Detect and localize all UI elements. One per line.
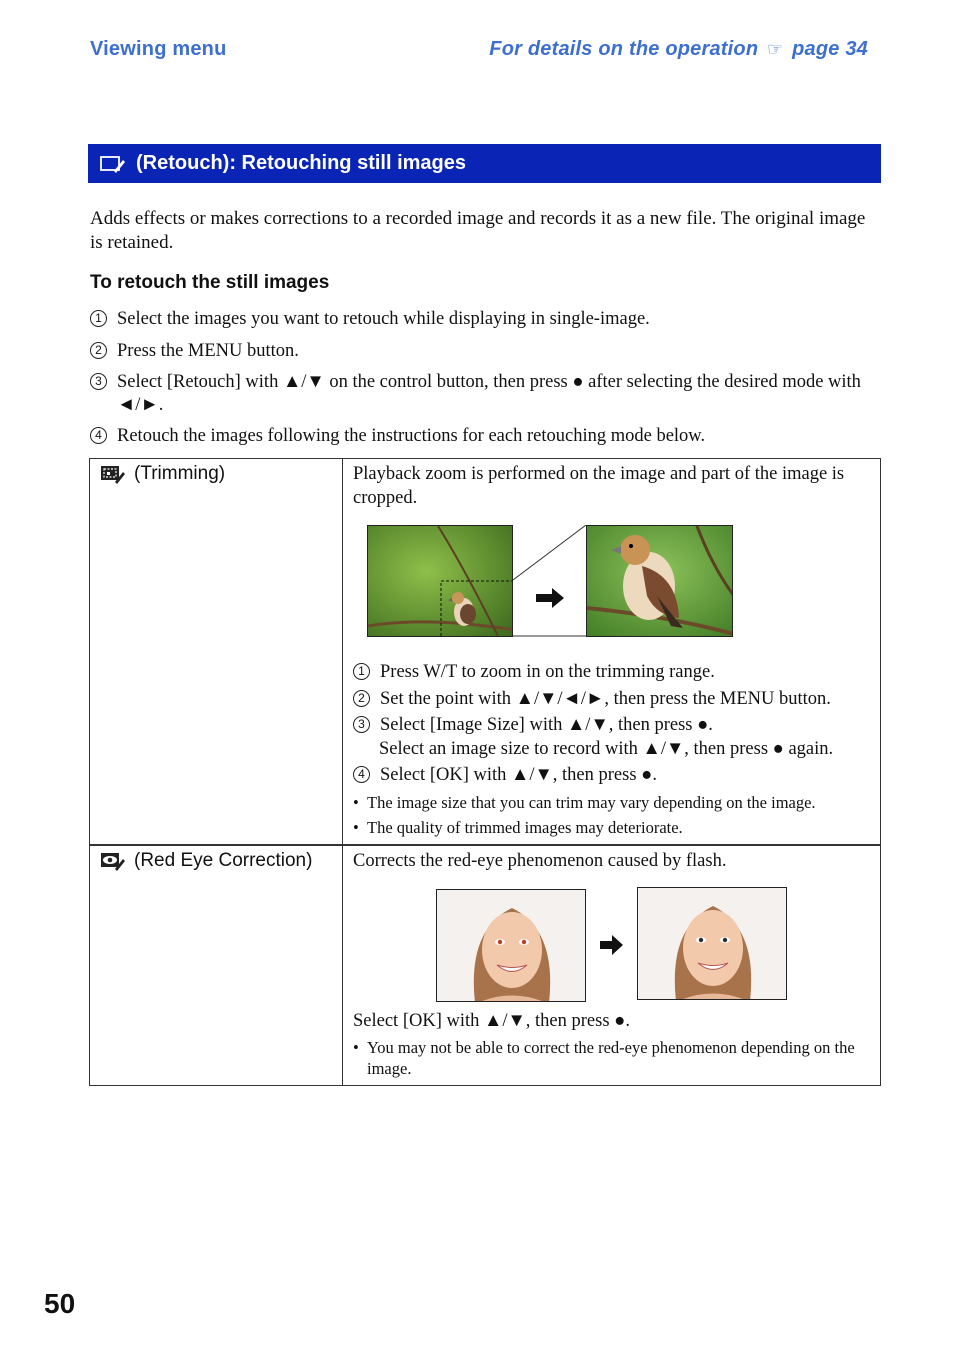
arrow-right-icon [600,934,624,956]
step-number: 2 [90,342,107,359]
step-number: 4 [353,766,370,783]
step-text: Set the point with ▲/▼/◄/►, then press the MENU button. [380,689,831,709]
retouch-icon [100,154,126,174]
trimming-step [353,688,869,711]
step-number: 3 [90,373,107,390]
step-text: Select the images you want to retouch while displaying in single-image. [117,309,650,329]
red-eye-mode-label [100,850,312,872]
page-number: 50 [44,1288,76,1319]
trimming-mode-label [100,463,225,485]
trimming-step-continuation: Select an image size to record with ▲/▼, then press ● again. [379,739,834,759]
procedure-step [90,340,880,363]
face-photo-before [436,889,586,1002]
trimming-description: Playback zoom is performed on the image and part of the image is cropped. [353,464,845,508]
banner-title: (Retouch): Retouching still images [136,152,467,174]
step-text: Select [OK] with ▲/▼, then press ●. [380,765,657,785]
trimming-step [353,764,869,787]
red-eye-note: • You may not be able to correct the red-eye phenomenon depending on the image. [353,1037,869,1079]
step-number: 2 [353,690,370,707]
red-eye-description: Corrects the red-eye phenomenon caused by flash. [353,851,727,871]
details-prefix: For details on the operation [489,38,759,60]
trimming-step [353,714,869,737]
step-number: 1 [90,310,107,327]
red-eye-icon [100,851,126,871]
step-text: Press W/T to zoom in on the trimming range. [380,662,715,682]
table-divider [89,844,881,846]
procedure-step [90,371,880,417]
details-reference [489,38,868,61]
note-text: You may not be able to correct the red-eye phenomenon depending on the image. [367,1038,855,1078]
step-text: Press the MENU button. [117,341,299,361]
pointing-hand-icon: ☞ [767,39,784,59]
note-text: The image size that you can trim may vary depending on the image. [367,793,816,812]
procedure-step [90,425,880,448]
bird-photo-before [367,525,513,637]
details-page: page 34 [792,38,868,60]
step-text: Select [Retouch] with ▲/▼ on the control button, then press ● after selecting the desired mode with ◄/►. [117,372,861,415]
red-eye-label-text: (Red Eye Correction) [134,850,313,871]
intro-paragraph: Adds effects or makes corrections to a recorded image and records it as a new file. The original image is retained. [90,208,866,253]
red-eye-instruction: Select [OK] with ▲/▼, then press ●. [353,1011,630,1031]
section-banner [88,144,881,183]
trimming-label-text: (Trimming) [134,463,226,484]
procedure-title: To retouch the still images [90,272,330,293]
trimming-note: • The image size that you can trim may vary depending on the image. [353,793,816,812]
section-title: Viewing menu [90,38,227,60]
face-photo-after [637,887,787,1000]
note-text: The quality of trimmed images may deteriorate. [367,818,683,837]
trimming-note: • The quality of trimmed images may deteriorate. [353,818,683,837]
trimming-icon [100,464,126,484]
step-number: 4 [90,427,107,444]
trimming-step [353,661,869,684]
step-text: Retouch the images following the instructions for each retouching mode below. [117,426,706,446]
procedure-step [90,308,880,331]
zoom-guide-lines [513,525,586,637]
step-number: 1 [353,663,370,680]
step-text: Select [Image Size] with ▲/▼, then press ●. [380,715,713,735]
table-divider [342,458,343,1086]
step-number: 3 [353,716,370,733]
bird-photo-after [586,525,733,637]
